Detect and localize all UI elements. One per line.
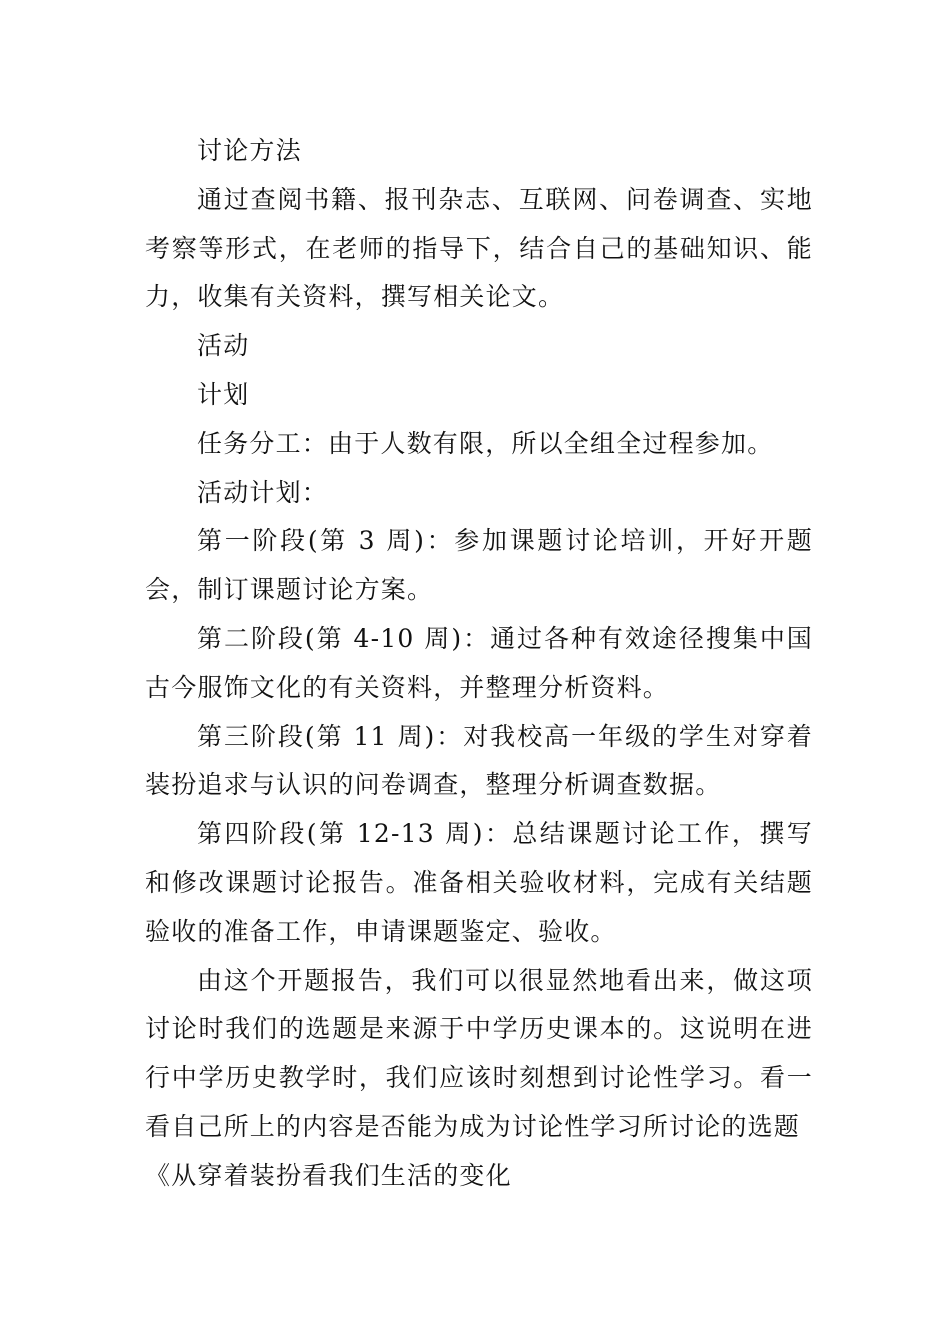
section-heading-activity: 活动 (197, 331, 250, 361)
task-division-paragraph: 任务分工：由于人数有限，所以全组全过程参加。 (197, 428, 774, 458)
section-heading-method: 讨论方法 (197, 136, 302, 165)
activity-plan-label: 活动计划： (197, 477, 329, 507)
stage-three-paragraph: 第三阶段(第 11 周)：对我校高一年级的学生对穿着装扮追求与认识的问卷调查，整理分析调查数据。 (145, 721, 813, 800)
stage-two-paragraph: 第二阶段(第 4-10 周)：通过各种有效途径搜集中国古今服饰文化的有关资料，并整理分析资料。 (145, 623, 813, 702)
stage-one-paragraph: 第一阶段(第 3 周)：参加课题讨论培训，开好开题会，制订课题讨论方案。 (145, 526, 813, 605)
section-heading-plan: 计划 (197, 379, 250, 409)
stage-four-paragraph: 第四阶段(第 12-13 周)：总结课题讨论工作，撰写和修改课题讨论报告。准备相关验收材料，完成有关结题验收的准备工作，申请课题鉴定、验收。 (145, 819, 813, 946)
conclusion-paragraph: 由这个开题报告，我们可以很显然地看出来，做这项讨论时我们的选题是来源于中学历史课本的。这说明在进行中学历史教学时，我们应该时刻想到讨论性学习。看一看自己所上的内容是否能为成为讨论性学习所讨论的选题 (145, 965, 813, 1141)
method-paragraph: 通过查阅书籍、报刊杂志、互联网、问卷调查、实地考察等形式，在老师的指导下，结合自己的基础知识、能力，收集有关资料，撰写相关论文。 (145, 184, 813, 312)
document-body (145, 127, 813, 1201)
topic-title-fragment: 《从穿着装扮看我们生活的变化 (145, 1160, 512, 1190)
